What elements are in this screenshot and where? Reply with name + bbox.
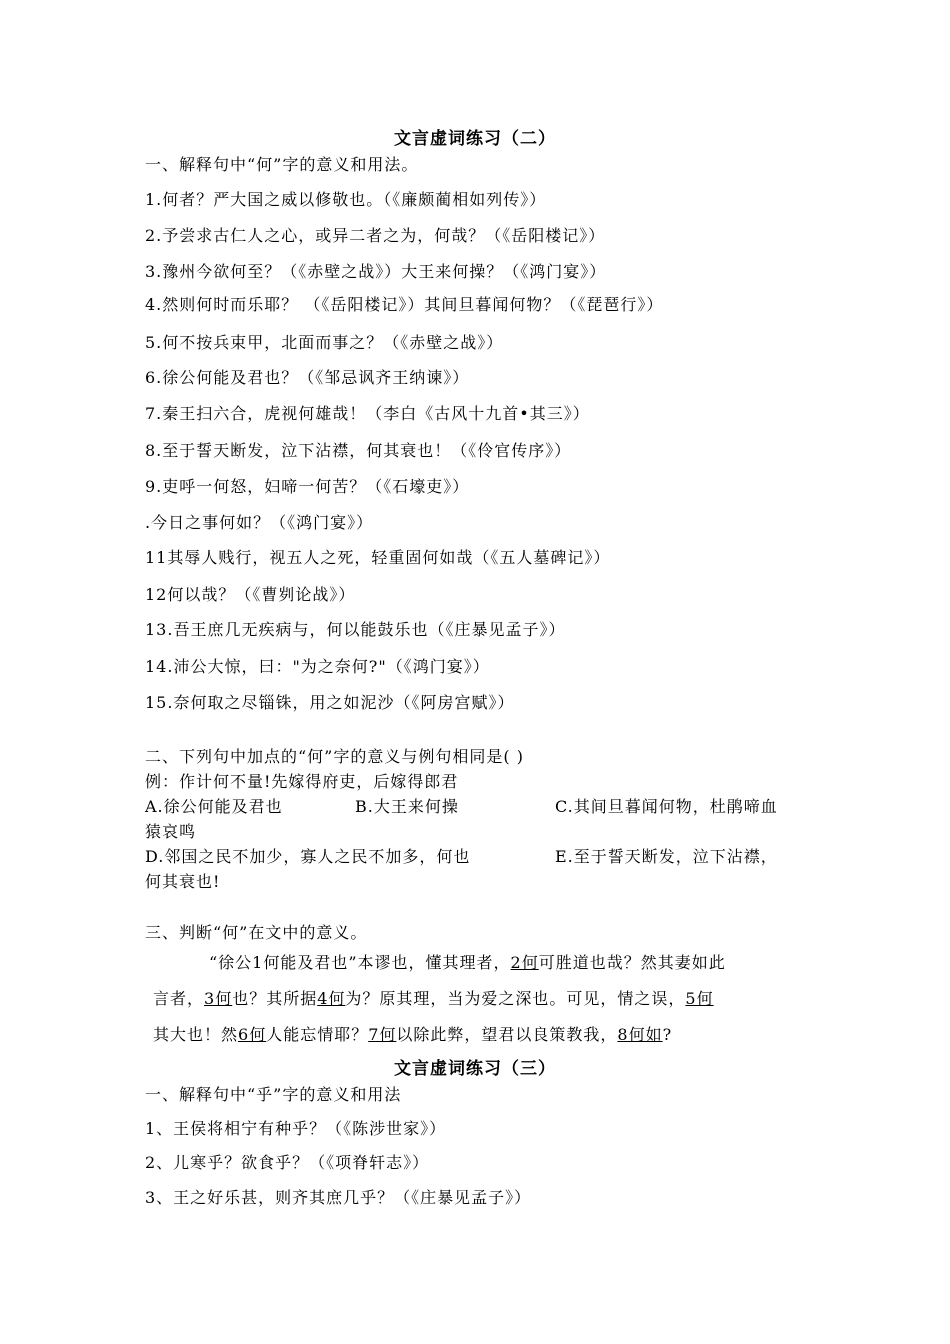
passage-text: “徐公1何能及君也”本谬也，懂其理者， [209, 953, 511, 972]
question-item: 3.豫州今欲何至？（《赤壁之战》）大王来何操？（《鸿门宴》） [145, 262, 607, 281]
options-row-2 [145, 844, 815, 869]
question-item: .今日之事何如？（《鸿门宴》） [145, 513, 374, 532]
question-item: 3、王之好乐甚，则齐其庶几乎？（《庄暴见孟子》） [145, 1188, 532, 1207]
passage-line-1 [145, 945, 815, 981]
underlined-he-3: 3何 [204, 989, 233, 1008]
underlined-he-8: 8何如 [617, 1025, 663, 1044]
question-item: 13.吾王庶几无疾病与，何以能鼓乐也（《庄暴见孟子》） [145, 620, 566, 639]
section4-heading: 一、解释句中“乎”字的意义和用法 [145, 1085, 402, 1104]
passage-text: 也？其所据 [232, 989, 318, 1008]
question-item: 2.予尝求古仁人之心，或异二者之为，何哉？（《岳阳楼记》） [145, 226, 606, 245]
section2-example: 例：作计何不量!先嫁得府吏，后嫁得郎君 [145, 772, 459, 791]
question-item: 11其辱人贱行，视五人之死，轻重固何如哉（《五人墓碑记》） [145, 548, 611, 567]
underlined-he-2: 2何 [510, 953, 539, 972]
passage-text: 可胜道也哉？然其妻如此 [538, 953, 726, 972]
question-item: 1、王侯将相宁有种乎？（《陈涉世家》） [145, 1119, 447, 1138]
underlined-he-6: 6何 [238, 1025, 267, 1044]
option-e-continued: 何其衰也! [145, 872, 221, 891]
option-b: B.大王来何操 [355, 797, 459, 816]
option-c-continued: 猿哀鸣 [145, 822, 197, 841]
question-item: 1.何者？严大国之威以修敬也。（《廉颇蔺相如列传》） [145, 190, 547, 209]
passage-line-2 [145, 981, 815, 1017]
option-a: A.徐公何能及君也 [145, 797, 283, 816]
question-item: 15.奈何取之尽锱铢，用之如泥沙（《阿房宫赋》） [145, 693, 515, 712]
section3-heading: 三、判断“何”在文中的意义。 [145, 923, 368, 942]
option-e: E.至于誓天断发，泣下沾襟， [555, 847, 778, 866]
question-item: 6.徐公何能及君也？（《邹忌讽齐王纳谏》） [145, 368, 470, 387]
option-d: D.邻国之民不加少，寡人之民不加多，何也 [145, 847, 471, 866]
options-row-1 [145, 794, 815, 819]
question-item: 12何以哉？（《曹刿论战》） [145, 585, 356, 604]
underlined-he-7: 7何 [368, 1025, 397, 1044]
question-item: 7.秦王扫六合，虎视何雄哉！（李白《古风十九首•其三》） [145, 404, 590, 423]
section2-heading: 二、下列句中加点的“何”字的意义与例句相同是( ) [145, 747, 524, 766]
passage-text: 人能忘情耶？ [266, 1025, 369, 1044]
exercise-title-3: 文言虚词练习（三） [394, 1059, 556, 1079]
passage-text: 以除此弊，望君以良策教我， [396, 1025, 618, 1044]
passage-text: 言者， [153, 989, 205, 1008]
question-item: 8.至于誓天断发，泣下沾襟，何其衰也！（《伶官传序》） [145, 441, 572, 460]
section3-passage [145, 920, 815, 1053]
section2-multiple-choice [145, 744, 815, 894]
section1-heading: 一、解释句中“何”字的意义和用法。 [145, 155, 419, 174]
option-c: C.其间旦暮闻何物，杜鹃啼血 [555, 797, 778, 816]
exercise-title-2: 文言虚词练习（二） [394, 129, 556, 149]
passage-text: 其大也！然 [153, 1025, 239, 1044]
question-item: 2、儿寒乎？欲食乎？（《项脊轩志》） [145, 1153, 430, 1172]
passage-text: ? [662, 1025, 673, 1044]
underlined-he-5: 5何 [685, 989, 714, 1008]
passage-line-3 [145, 1017, 815, 1053]
question-item: 5.何不按兵束甲，北面而事之？（《赤壁之战》） [145, 333, 504, 352]
question-item: 14.沛公大惊，曰："为之奈何?"（《鸿门宴》） [145, 657, 490, 676]
passage-text: 为？原其理，当为爱之深也。可见，情之误， [345, 989, 686, 1008]
question-item: 9.吏呼一何怒，妇啼一何苦？（《石壕吏》） [145, 477, 470, 496]
question-item: 4.然则何时而乐耶？ （《岳阳楼记》）其间旦暮闻何物？（《琵琶行》） [145, 295, 664, 314]
underlined-he-4: 4何 [317, 989, 346, 1008]
